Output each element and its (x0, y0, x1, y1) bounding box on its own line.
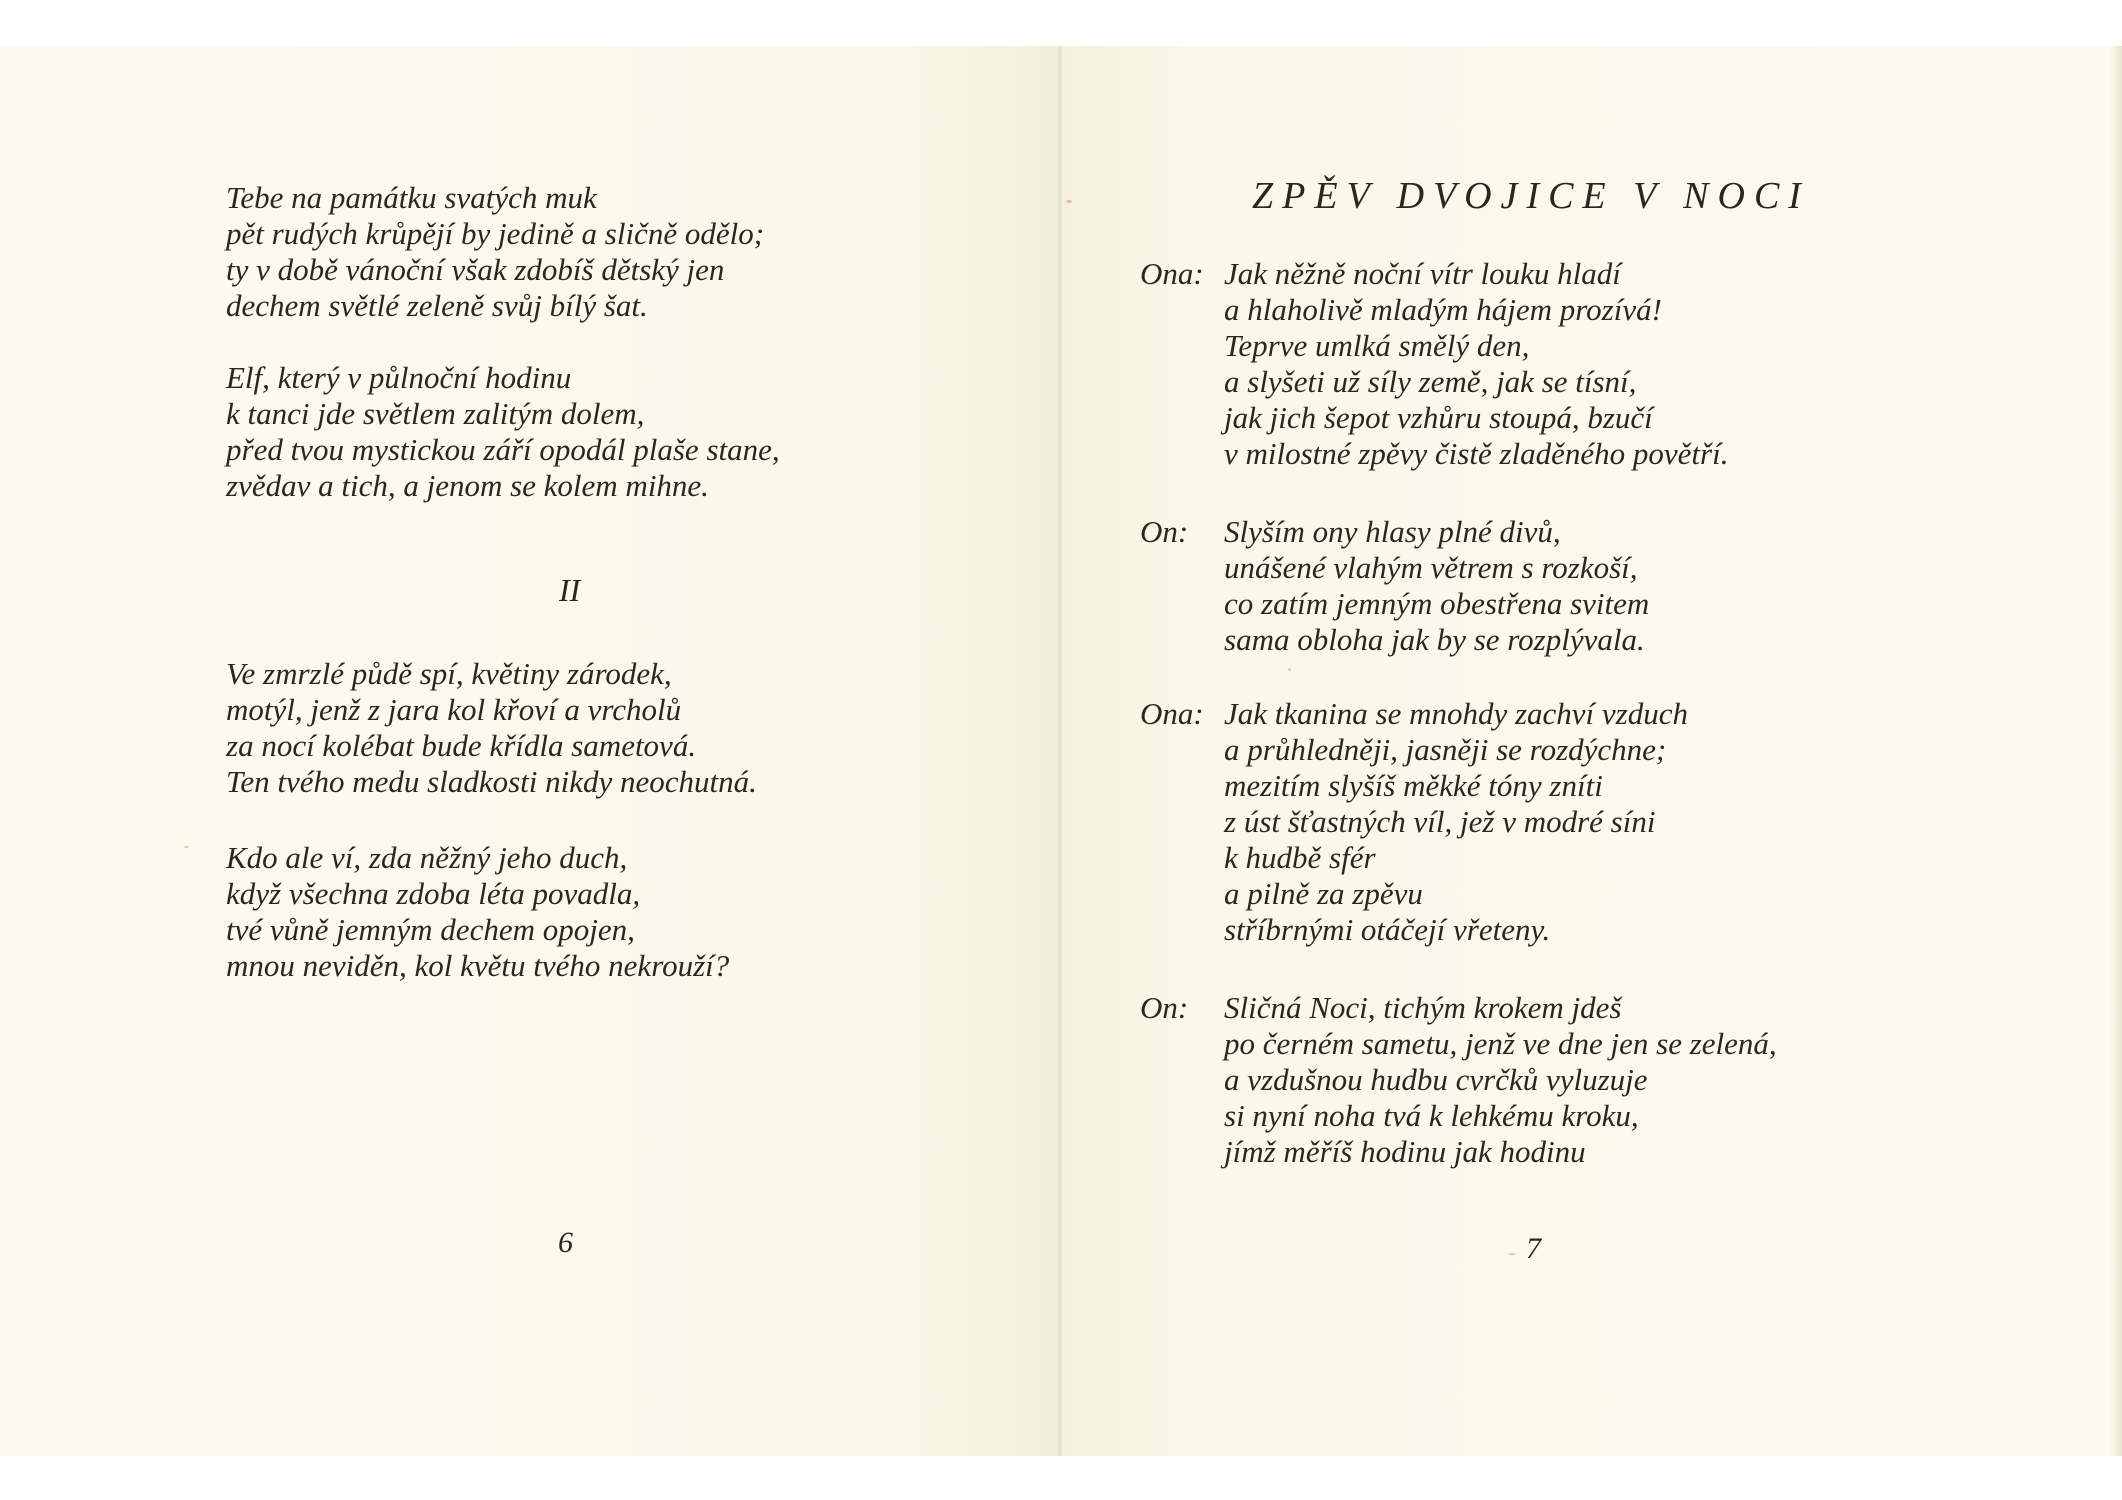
poem-line: a pilně za zpěvu (1224, 876, 1423, 911)
poem-line: unášené vlahým větrem s rozkoší, (1224, 550, 1638, 585)
poem-line: Teprve umlká smělý den, (1224, 328, 1530, 363)
poem-line: dechem světlé zeleně svůj bílý šat. (226, 288, 648, 323)
poem-line: k hudbě sfér (1224, 840, 1376, 875)
poem-line: Jak něžně noční vítr louku hladí (1224, 256, 1621, 291)
poem-line: mnou neviděn, kol květu tvého nekrouží? (226, 948, 730, 983)
poem-line: po černém sametu, jenž ve dne jen se zelená, (1224, 1026, 1777, 1061)
poem-line: Ve zmrzlé půdě spí, květiny zárodek, (226, 656, 672, 691)
poem-line: Slyším ony hlasy plné divů, (1224, 514, 1561, 549)
poem-line: co zatím jemným obestřena svitem (1224, 586, 1650, 621)
exchange-lines (1224, 514, 1649, 658)
poem-line: Kdo ale ví, zda něžný jeho duch, (226, 840, 628, 875)
poem-line: si nyní noha tvá k lehkému kroku, (1224, 1098, 1639, 1133)
poem-line: ty v době vánoční však zdobíš dětský jen (226, 252, 725, 287)
section-number: II (559, 572, 581, 608)
page-number-left: 6 (558, 1226, 573, 1259)
poem-line: sama obloha jak by se rozplývala. (1224, 622, 1645, 657)
exchange-lines (1224, 256, 1728, 472)
left-stanza-3 (226, 656, 757, 800)
poem-line: stříbrnými otáčejí vřeteny. (1224, 912, 1551, 947)
poem-line: a průhledněji, jasněji se rozdýchne; (1224, 732, 1667, 767)
poem-line: před tvou mystickou září opodál plaše stane, (226, 432, 780, 467)
paper-speck (184, 846, 189, 848)
poem-line: Tebe na památku svatých muk (226, 180, 597, 215)
poem-line: a vzdušnou hudbu cvrčků vyluzuje (1224, 1062, 1648, 1097)
poem-line: a hlaholivě mladým hájem prozívá! (1224, 292, 1662, 327)
left-stanza-2 (226, 360, 780, 504)
poem-line: tvé vůně jemným dechem opojen, (226, 912, 635, 947)
paper-speck (1508, 1253, 1516, 1255)
poem-line: pět rudých krůpějí by jedině a sličně odělo; (226, 216, 765, 251)
page-edge-shadow (2110, 46, 2122, 1456)
speaker-label: On: (1140, 514, 1189, 549)
poem-line: Elf, který v půlnoční hodinu (226, 360, 572, 395)
speaker-label: On: (1140, 990, 1189, 1025)
poem-line: motýl, jenž z jara kol křoví a vrcholů (226, 692, 682, 727)
poem-line: jímž měříš hodinu jak hodinu (1224, 1134, 1586, 1169)
poem-line: Jak tkanina se mnohdy zachví vzduch (1224, 696, 1689, 731)
poem-line: jak jich šepot vzhůru stoupá, bzučí (1224, 400, 1653, 435)
page-number-right: 7 (1526, 1232, 1541, 1265)
poem-line: Sličná Noci, tichým krokem jdeš (1224, 990, 1622, 1025)
speaker-label: Ona: (1140, 696, 1204, 731)
left-stanza-1 (226, 180, 764, 324)
speaker-label: Ona: (1140, 256, 1204, 291)
book-gutter (1058, 46, 1062, 1456)
poem-line: když všechna zdoba léta povadla, (226, 876, 641, 911)
poem-line: zvědav a tich, a jenom se kolem mihne. (226, 468, 709, 503)
poem-title: ZPĚV DVOJICE V NOCI (1252, 175, 1810, 217)
poem-line: za nocí kolébat bude křídla sametová. (226, 728, 697, 763)
poem-line: z úst šťastných víl, jež v modré síni (1224, 804, 1656, 839)
paper-speck (1288, 668, 1291, 671)
exchange-lines (1224, 990, 1777, 1170)
poem-line: Ten tvého medu sladkosti nikdy neochutná. (226, 764, 757, 799)
poem-line: k tanci jde světlem zalitým dolem, (226, 396, 645, 431)
paper-speck (1066, 200, 1072, 203)
exchange-lines (1224, 696, 1688, 948)
left-stanza-4 (226, 840, 729, 984)
poem-line: mezitím slyšíš měkké tóny zníti (1224, 768, 1603, 803)
poem-line: a slyšeti už síly země, jak se tísní, (1224, 364, 1637, 399)
poem-line: v milostné zpěvy čistě zladěného povětří. (1224, 436, 1729, 471)
